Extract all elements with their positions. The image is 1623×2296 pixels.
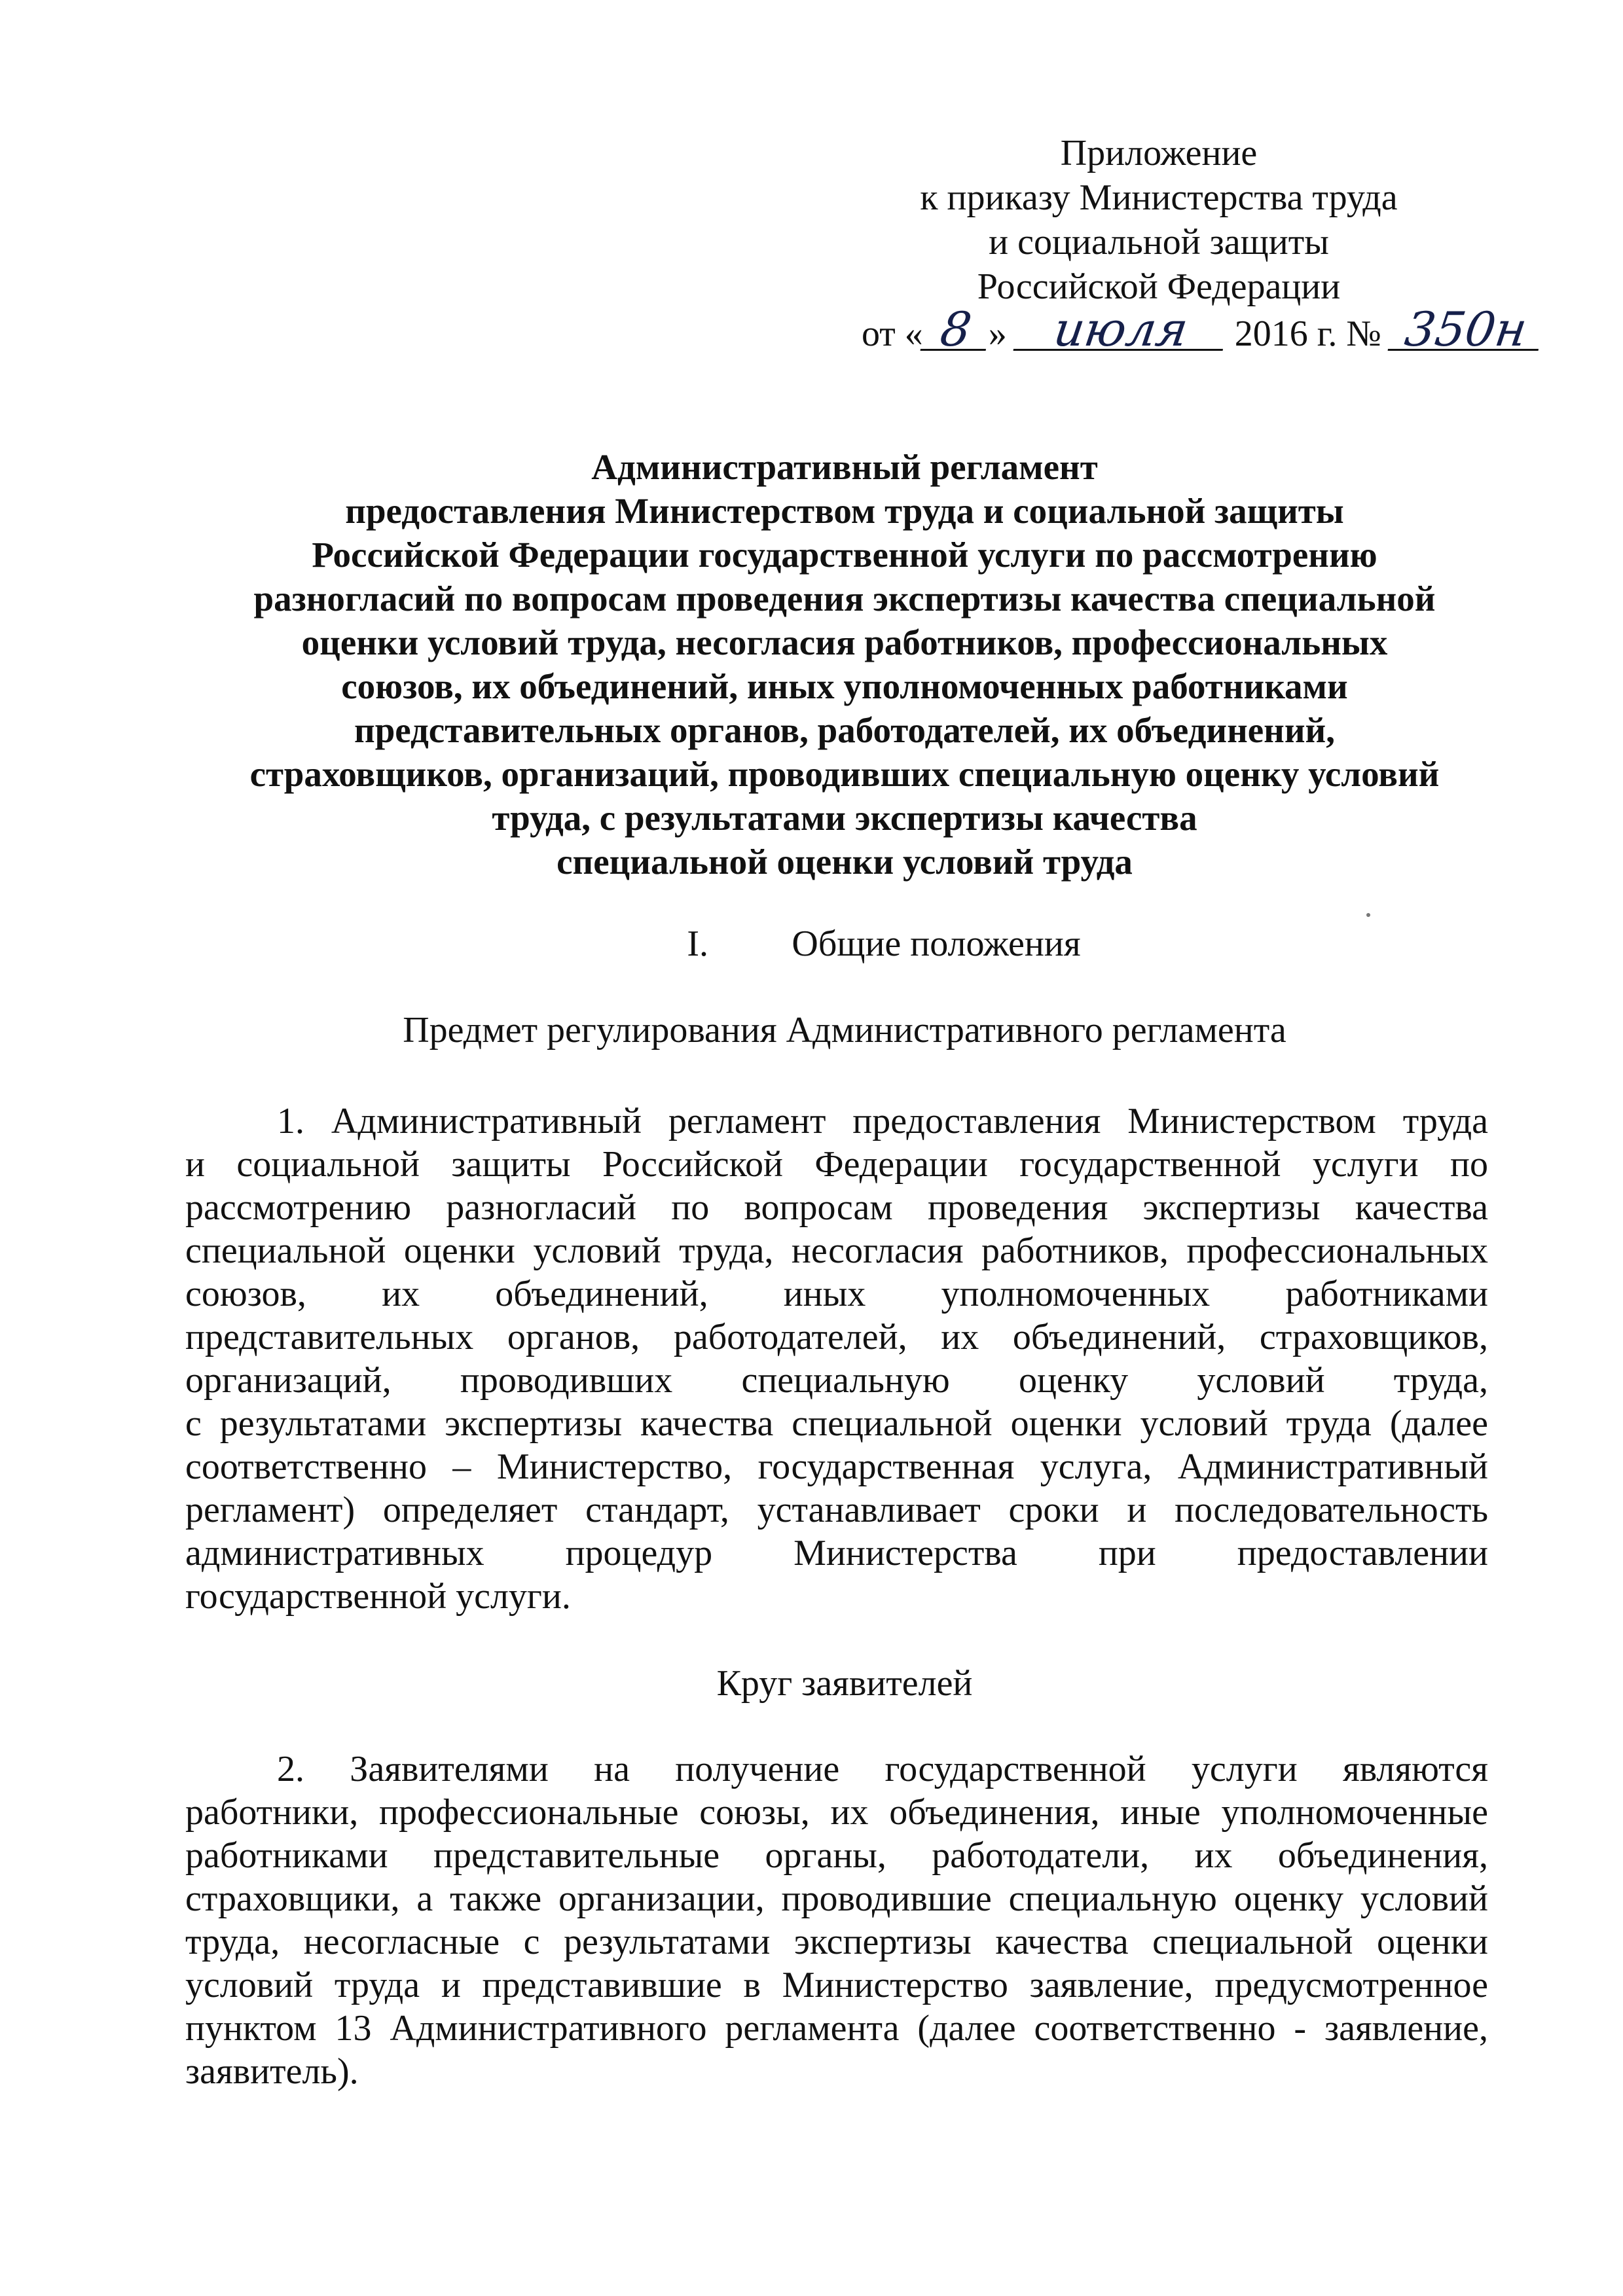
paragraph-line: рассмотрению разногласий по вопросам проведения экспертизы качества [185, 1187, 1488, 1228]
title-line: специальной оценки условий труда [556, 842, 1133, 882]
paragraph-line: административных процедур Министерства при предоставлении [185, 1533, 1488, 1573]
paragraph-line: 2. Заявителями на получение государственной услуги являются [277, 1749, 1488, 1789]
paragraph-line: условий труда и представившие в Министерство заявление, предусмотренное [185, 1965, 1488, 2005]
title-line: оценки условий труда, несогласия работников, профессиональных [301, 622, 1388, 662]
title-line: страховщиков, организаций, проводивших специальную оценку условий [249, 754, 1440, 794]
paragraph-line: пунктом 13 Административного регламента (далее соответственно - заявление, [185, 2008, 1488, 2049]
date-prefix: от « [862, 314, 923, 354]
scan-speck [1366, 913, 1370, 917]
title-line: разногласий по вопросам проведения экспертизы качества специальной [253, 579, 1436, 619]
appendix-country-line: Российской Федерации [977, 266, 1341, 307]
paragraph-line: страховщики, а также организации, проводившие специальную оценку условий [185, 1878, 1488, 1919]
title-line: Российской Федерации государственной услуги по рассмотрению [312, 535, 1377, 575]
paragraph-line: и социальной защиты Российской Федерации государственной услуги по [185, 1144, 1488, 1185]
section-heading [196, 922, 1493, 966]
title-line: труда, с результатами экспертизы качества [492, 798, 1197, 838]
paragraph-line: 1. Административный регламент предоставления Министерством труда [277, 1101, 1488, 1141]
paragraph-line: специальной оценки условий труда, несогласия работников, профессиональных [185, 1230, 1488, 1271]
title-line: предоставления Министерством труда и социальной защиты [345, 491, 1344, 531]
handwritten-month: июля [1013, 310, 1228, 351]
paragraph-line: работниками представительные органы, работодатели, их объединения, [185, 1835, 1488, 1876]
title-line: союзов, их объединений, иных уполномоченных работниками [341, 666, 1348, 706]
handwritten-day: 8 [920, 310, 991, 351]
appendix-block [812, 131, 1506, 309]
paragraph-line: с результатами экспертизы качества специальной оценки условий труда (далее [185, 1403, 1488, 1444]
section-number: I. [687, 924, 709, 964]
paragraph-line: работники, профессиональные союзы, их объединения, иные уполномоченные [185, 1792, 1488, 1833]
date-year: 2016 г. № [1234, 314, 1381, 354]
title-line: представительных органов, работодателей, их объединений, [354, 710, 1335, 750]
title-line: Административный регламент [591, 447, 1098, 487]
document-title [196, 445, 1493, 884]
appendix-ministry-line: и социальной защиты [989, 222, 1329, 262]
appendix-date-line [862, 302, 1536, 360]
paragraph-line: союзов, их объединений, иных уполномоченных работниками [185, 1274, 1488, 1314]
paragraph-line: заявитель). [185, 2051, 359, 2092]
section-title: Общие положения [792, 924, 1081, 964]
subsection-heading-applicants: Круг заявителей [716, 1663, 973, 1704]
paragraph-2 [185, 1748, 1488, 2093]
appendix-label: Приложение [1060, 133, 1258, 173]
paragraph-line: организаций, проводивших специальную оценку условий труда, [185, 1360, 1488, 1401]
paragraph-line: государственной услуги. [185, 1576, 571, 1617]
date-quote-close: » [988, 314, 1007, 354]
paragraph-line: соответственно – Министерство, государственная услуга, Административный [185, 1446, 1488, 1487]
paragraph-1 [185, 1100, 1488, 1618]
paragraph-line: труда, несогласные с результатами экспертизы качества специальной оценки [185, 1922, 1488, 1962]
paragraph-line: регламент) определяет стандарт, устанавливает сроки и последовательность [185, 1490, 1488, 1530]
paragraph-line: представительных органов, работодателей, их объединений, страховщиков, [185, 1317, 1488, 1357]
subsection-heading-regulation-subject: Предмет регулирования Административного регламента [403, 1010, 1286, 1050]
handwritten-order-number: 350н [1387, 310, 1544, 351]
appendix-order-ref: к приказу Министерства труда [920, 177, 1398, 218]
